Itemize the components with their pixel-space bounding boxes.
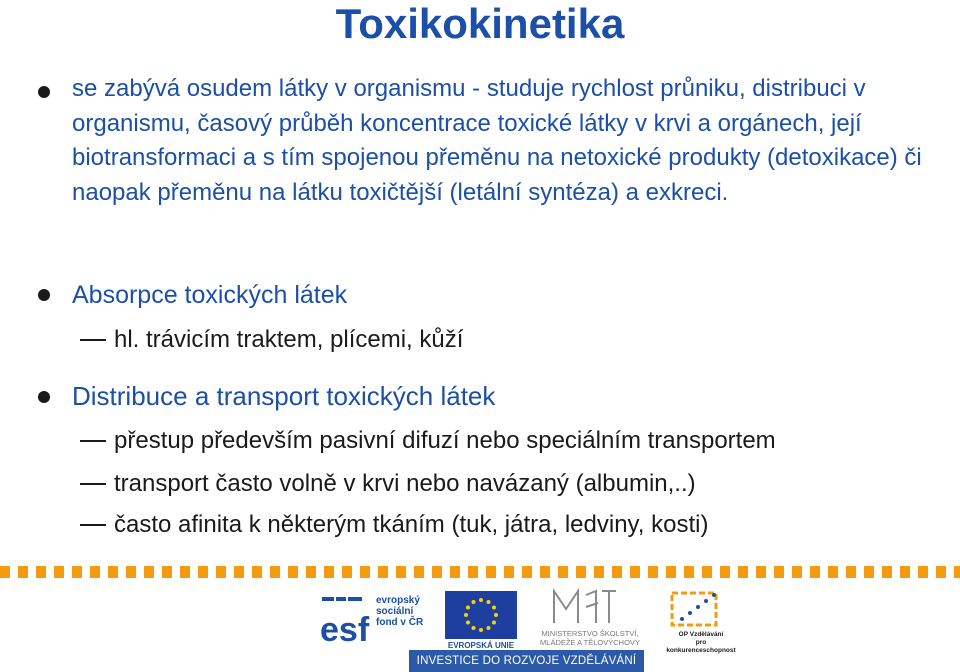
distribution-item: transport často volně v krvi nebo navázaný (albumin,..): [114, 470, 696, 497]
dash-marker: [80, 524, 106, 526]
funding-logos: [0, 583, 960, 671]
op-logo: [662, 589, 736, 654]
esf-text-line: sociální: [376, 606, 414, 617]
esf-mark-icon: [318, 591, 372, 649]
esf-text-line: evropský: [376, 595, 420, 606]
msmt-text: [520, 629, 660, 647]
dash-marker: [80, 483, 106, 485]
esf-logo: [318, 591, 440, 649]
bullet-dot: [38, 289, 50, 301]
distribution-item: přestup především pasivní difuzí nebo speciálním transportem: [114, 427, 776, 454]
bullet-dot: [38, 391, 50, 403]
eu-flag-icon: [445, 591, 517, 639]
msmt-logo: [520, 587, 660, 651]
dash-marker: [80, 440, 106, 442]
esf-text: [376, 595, 423, 628]
decorative-dotted-strip: [0, 566, 960, 578]
intro-paragraph: se zabývá osudem látky v organismu - studuje rychlost průniku, distribuci v organismu, časový průběh koncentrace toxické látky v krvi a orgánech, její biotransformaci a s tím spojenou přeměnu na netoxické produkty (detoxikace) či naopak přeměnu na látku toxičtější (letální syntéza) a exkreci.: [72, 75, 922, 206]
op-text-line: OP Vzdělávání: [678, 631, 724, 638]
esf-text-line: fond v ČR: [376, 617, 424, 628]
section-heading-distribution: Distribuce a transport toxických látek: [72, 381, 496, 411]
op-text-line: pro konkurenceschopnost: [666, 639, 736, 654]
absorption-item: hl. trávicím traktem, plícemi, kůží: [114, 326, 464, 353]
msmt-mark-icon: [550, 587, 620, 627]
investment-banner: INVESTICE DO ROZVOJE VZDĚLÁVÁNÍ: [409, 650, 644, 672]
eu-logo: [445, 591, 517, 651]
section-heading-absorption: Absorpce toxických látek: [72, 281, 348, 309]
svg-text:esf: esf: [320, 611, 370, 649]
msmt-text-line: MINISTERSTVO ŠKOLSTVÍ,: [541, 629, 639, 638]
op-text: [662, 631, 740, 655]
distribution-item: často afinita k některým tkáním (tuk, játra, ledviny, kosti): [114, 511, 709, 538]
eu-label: EVROPSKÁ UNIE: [447, 641, 515, 650]
msmt-text-line: MLÁDEŽE A TĚLOVÝCHOVY: [540, 638, 640, 647]
op-mark-icon: [668, 589, 724, 629]
dash-marker: [80, 339, 106, 341]
bullet-dot: [38, 86, 50, 98]
slide-title: Toxikokinetika: [335, 0, 625, 47]
